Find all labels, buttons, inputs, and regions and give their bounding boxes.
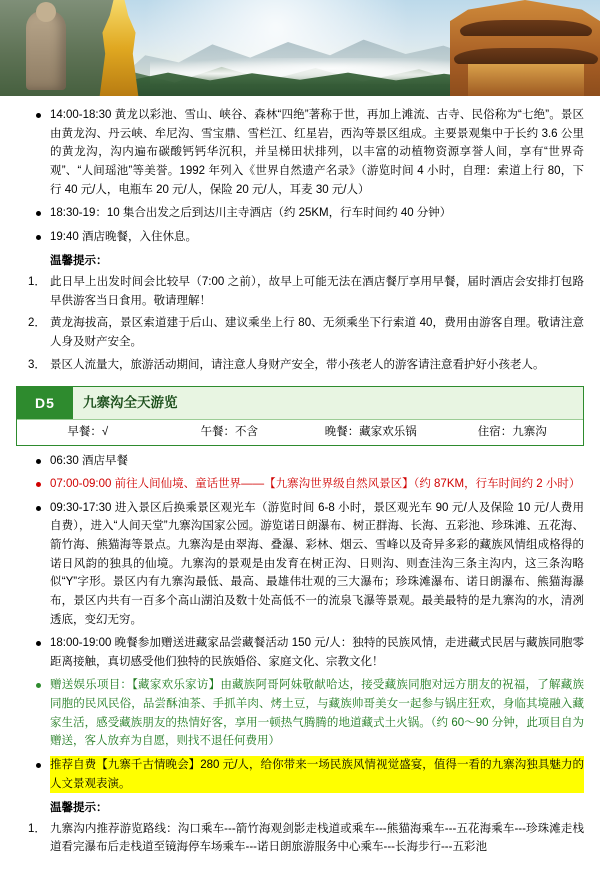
- day5-notes-list: [16, 820, 584, 857]
- list-item: 此日早上出发时间会比较早（7:00 之前），故早上可能无法在酒店餐厅享用早餐，届时酒店会安排打包路早供游客当日食用。敬请理解！: [50, 276, 584, 307]
- header-banner-image: [0, 0, 600, 96]
- day5-lunch: 午餐：不含: [200, 425, 258, 438]
- day5-title: 九寨沟全天游览: [83, 395, 178, 411]
- day5-meal-row: [17, 419, 583, 445]
- list-item-scenic-area: 07:00-09:00 前往人间仙境、童话世界——【九寨沟世界级自然风景区】（约 87KM，行车时间约 2 小时）: [50, 475, 584, 494]
- day5-activity-list: [16, 452, 584, 794]
- list-item: 06:30 酒店早餐: [50, 452, 584, 471]
- day4-notes-list: [16, 273, 584, 374]
- list-item-gift-program: 赠送娱乐项目：【藏家欢乐家访】由藏族阿哥阿妹敬献哈达，接受藏族同胞对远方朋友的祝福，了解藏族同胞的民风民俗，品尝酥油茶、手抓羊肉、烤土豆，与藏族帅哥美女一起参与锅庄狂欢，身临其境融入藏家生活，感受藏族朋友的热情好客，享用一顿热气腾腾的地道藏式土火锅。（约 60～90 分钟，此项目自为赠送，客人放弃为自愿，则找不退任何费用）: [50, 676, 584, 751]
- day5-notes-title: 温馨提示：: [50, 802, 108, 815]
- banner-temple-body: [468, 64, 584, 96]
- day5-stay: 住宿：九寨沟: [477, 425, 547, 438]
- day5-header-row: [17, 387, 583, 419]
- banner-temple-roof-upper: [460, 20, 592, 36]
- list-item: 19:40 酒店晚餐，入住休息。: [50, 228, 584, 247]
- day4-activity-list: [16, 106, 584, 246]
- day5-breakfast: 早餐：√: [67, 425, 109, 438]
- itinerary-content: [0, 96, 600, 881]
- list-item: 九寨沟内推荐游览路线：沟口乘车---箭竹海观剑影走栈道或乘车---熊猫海乘车---五花海乘车---珍珠滩走栈道看完瀑布后走栈道至镜海停车场乘车---诺日朗旅游服务中心乘车---长海步行---五彩池: [50, 822, 584, 854]
- day4-notes-title: 温馨提示：: [50, 255, 108, 268]
- list-item: 景区人流量大，旅游活动期间，请注意人身财产安全，带小孩老人的游客请注意看护好小孩老人。: [50, 358, 545, 371]
- day5-header-block: [16, 386, 584, 445]
- day5-dinner: 晚餐：藏家欢乐锅: [324, 425, 417, 438]
- list-item: 14:00-18:30 黄龙以彩池、雪山、峡谷、森林“四绝”著称于世，再加上滩流、古寺、民俗称为“七绝”。景区由黄龙沟、丹云峡、牟尼沟、雪宝鼎、雪栏江、红星岩，西沟等景区组成。主要景观集中于长约 3.6 公里的黄龙沟，沟内遍布碳酸钙钙华沉积，并呈梯田状排列，以丰富的动植物资源享誉人间，享有“世界奇观”、“人间瑶池”等美誉。1992 年列入《世界自然遗产名录》（游览时间 4 小时，自理：索道上行 80，下行 40 元/人，电瓶车 20 元/人，保险 20 元/人，耳麦 30 元/人）: [50, 106, 584, 199]
- banner-temple-roof-lower: [454, 48, 598, 64]
- list-item: 18:30-19：10 集合出发之后到达川主寺酒店（约 25KM，行车时间约 40 分钟）: [50, 204, 584, 223]
- list-item: 黄龙海拔高，景区索道建于后山、建议乘坐上行 80、无须乘坐下行索道 40，费用由游客自理。敬请注意人身及财产安全。: [50, 317, 584, 348]
- list-item: 09:30-17:30 进入景区后换乘景区观光车（游览时间 6-8 小时，景区观光车 90 元/人及保险 10 元/人费用自费），进入“人间天堂”九寨沟国家公园。游览诺日朗瀑布、树正群海、长海、五彩池、珍珠滩、五花海、箭竹海、熊猫海等景点。九寨沟是由翠海、叠瀑、彩林、烟云、雪峰以及奇异多彩的藏族风情组成格得的诺日风韵的独具的仙境。九寨沟的景观是由发育在树正沟、日则沟、则查洼沟三条主沟内，这三条沟略似“Y”字形。景区内有九寨沟最低、最高、最雄伟壮观的三大瀑布；珍珠滩瀑布、诺日朗瀑布、熊猫海瀑布，景区内共有一百多个高山湖泊及数十处高低不一的流泉飞瀑等景观。最美最特的是九寨沟的水，清冽透底，变幻无穷。: [50, 499, 584, 629]
- banner-buddha-statue: [26, 10, 66, 90]
- day5-code-badge: D5: [17, 387, 73, 419]
- list-item-recommended-show: 推荐自费【九寨千古情晚会】280 元/人，给你带来一场民族风情视觉盛宴，值得一看的九寨沟独具魅力的人文景观表演。: [50, 756, 584, 793]
- list-item: 18:00-19:00 晚餐参加赠送进藏家品尝藏餐活动 150 元/人：独特的民族风情，走进藏式民居与藏族同胞零距离接触，真切感受他们独特的民族婚俗、家庭文化、宗教文化！: [50, 634, 584, 671]
